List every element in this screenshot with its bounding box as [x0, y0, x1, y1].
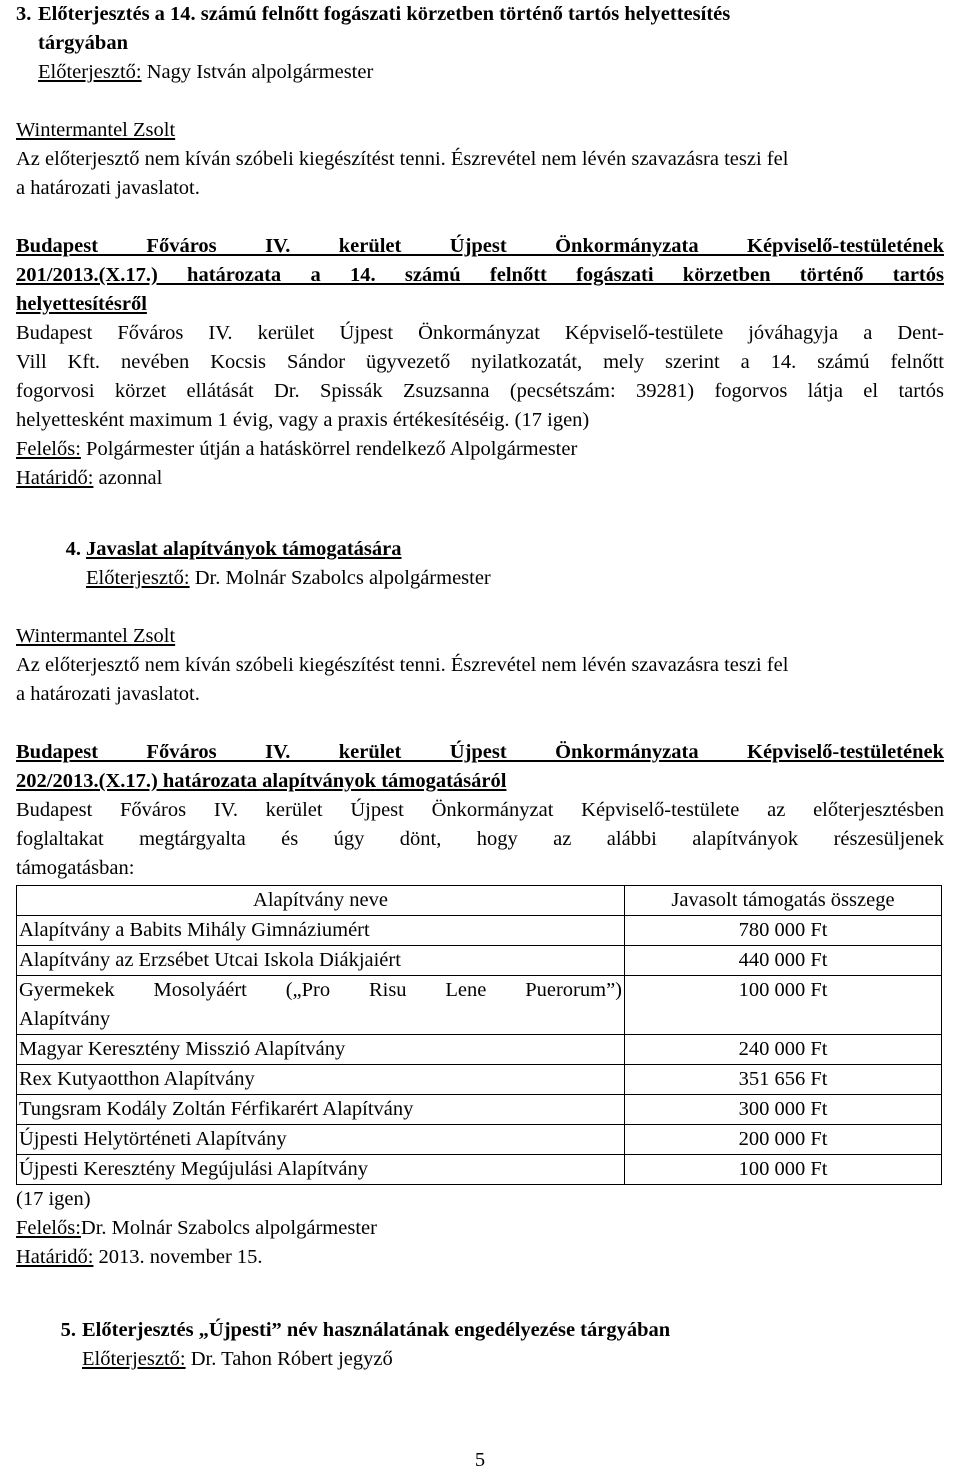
presenter-label: Előterjesztő:: [38, 61, 142, 83]
grant-name: Újpesti Keresztény Megújulási Alapítvány: [17, 1155, 625, 1185]
agenda-item-3: [16, 0, 944, 493]
deadline-line: [16, 1243, 944, 1272]
agenda-item-4: [16, 535, 944, 1272]
statement-text: Az előterjesztő nem kíván szóbeli kiegészítést tenni. Észrevétel nem lévén szavazásra teszi fel: [16, 654, 789, 676]
table-row: [17, 916, 942, 946]
resolution-body: helyettesként maximum 1 évig, vagy a praxis értékesítéséig. (17 igen): [16, 409, 590, 431]
agenda-item-3-title: 3. Előterjesztés a 14. számú felnőtt fogászati körzetben történő tartós helyettesítés tárgyában: [16, 0, 944, 58]
agenda-item-4-title: 4. Javaslat alapítványok támogatására: [16, 535, 944, 564]
table-row: [17, 1095, 942, 1125]
presenter-label: Előterjesztő:: [82, 1348, 186, 1370]
speaker-name: Wintermantel Zsolt: [16, 119, 176, 141]
page-number: 5: [474, 1449, 486, 1471]
resolution-title: Budapest Főváros IV. kerület Újpest Önkormányzata Képviselő-testületének: [16, 235, 944, 257]
grant-amount: 100 000 Ft: [625, 1155, 942, 1185]
presenter-label: Előterjesztő:: [86, 567, 190, 589]
grant-name: Rex Kutyaotthon Alapítvány: [17, 1065, 625, 1095]
resolution-title: helyettesítésről: [16, 293, 147, 315]
statement-text: a határozati javaslatot.: [16, 177, 200, 199]
deadline-value: azonnal: [93, 467, 163, 489]
table-row: [17, 1125, 942, 1155]
vote-result: (17 igen): [16, 1188, 91, 1210]
table-row: [17, 976, 942, 1035]
grant-name: Gyermekek Mosolyáért („Pro Risu Lene Puerorum”) Alapítvány: [17, 976, 625, 1035]
grant-amount: 300 000 Ft: [625, 1095, 942, 1125]
presenter-name: Dr. Tahon Róbert jegyző: [185, 1348, 393, 1370]
grant-amount: 440 000 Ft: [625, 946, 942, 976]
table-row: [17, 1065, 942, 1095]
statement-text: Az előterjesztő nem kíván szóbeli kiegészítést tenni. Észrevétel nem lévén szavazásra teszi fel: [16, 148, 789, 170]
presenter-line: [16, 564, 944, 593]
responsible-value: Polgármester útján a hatáskörrel rendelkező Alpolgármester: [80, 438, 578, 460]
resolution-title: 201/2013.(X.17.) határozata a 14. számú felnőtt fogászati körzetben történő tartós: [16, 264, 944, 286]
table-row: [17, 1155, 942, 1185]
resolution-body: Budapest Főváros IV. kerület Újpest Önkormányzat Képviselő-testülete jóváhagyja a Dent-: [16, 322, 944, 344]
grants-table: [16, 885, 942, 1185]
resolution-body: foglaltakat megtárgyalta és úgy dönt, hogy az alábbi alapítványok részesüljenek: [16, 828, 944, 850]
resolution-body: Vill Kft. nevében Kocsis Sándor ügyvezető nyilatkozatát, mely szerint a 14. számú felnőtt: [16, 351, 944, 373]
speaker-name: Wintermantel Zsolt: [16, 625, 176, 647]
deadline-line: [16, 464, 944, 493]
grant-amount: 240 000 Ft: [625, 1035, 942, 1065]
presenter-line: [16, 1345, 944, 1374]
resolution-body: Budapest Főváros IV. kerület Újpest Önkormányzat Képviselő-testülete az előterjesztésben: [16, 799, 944, 821]
grant-name: Magyar Keresztény Misszió Alapítvány: [17, 1035, 625, 1065]
deadline-value: 2013. november 15.: [93, 1246, 263, 1268]
grant-name: Alapítvány a Babits Mihály Gimnáziumért: [17, 916, 625, 946]
agenda-item-number: 4.: [65, 538, 81, 560]
grant-amount: 100 000 Ft: [625, 976, 942, 1035]
responsible-line: [16, 435, 944, 464]
table-row: [17, 946, 942, 976]
statement-text: a határozati javaslatot.: [16, 683, 200, 705]
deadline-label: Határidő:: [16, 1246, 94, 1268]
grant-amount: 351 656 Ft: [625, 1065, 942, 1095]
responsible-label: Felelős:: [16, 1217, 81, 1239]
resolution-title: 202/2013.(X.17.) határozata alapítványok támogatásáról: [16, 770, 507, 792]
presenter-name: Nagy István alpolgármester: [141, 61, 374, 83]
resolution-title: Budapest Főváros IV. kerület Újpest Önkormányzata Képviselő-testületének: [16, 741, 944, 763]
responsible-line: [16, 1214, 944, 1243]
presenter-name: Dr. Molnár Szabolcs alpolgármester: [189, 567, 491, 589]
resolution-body: támogatásban:: [16, 857, 135, 879]
table-header-row: [17, 886, 942, 916]
agenda-item-number: 5.: [60, 1319, 76, 1341]
agenda-item-5: [16, 1316, 944, 1374]
responsible-value: Dr. Molnár Szabolcs alpolgármester: [80, 1217, 377, 1239]
table-row: [17, 1035, 942, 1065]
grant-amount: 780 000 Ft: [625, 916, 942, 946]
responsible-label: Felelős:: [16, 438, 81, 460]
agenda-item-number: 3.: [16, 3, 32, 25]
table-header-amount: Javasolt támogatás összege: [625, 886, 942, 916]
grant-amount: 200 000 Ft: [625, 1125, 942, 1155]
agenda-item-5-title: 5. Előterjesztés „Újpesti” név használatának engedélyezése tárgyában: [16, 1316, 944, 1345]
grant-name: Alapítvány az Erzsébet Utcai Iskola Diákjaiért: [17, 946, 625, 976]
presenter-line: [16, 58, 944, 87]
deadline-label: Határidő:: [16, 467, 94, 489]
resolution-body: fogorvosi körzet ellátását Dr. Spissák Zsuzsanna (pecsétszám: 39281) fogorvos látja el tartós: [16, 380, 944, 402]
grant-name: Tungsram Kodály Zoltán Férfikarért Alapítvány: [17, 1095, 625, 1125]
table-header-name: Alapítvány neve: [17, 886, 625, 916]
grant-name: Újpesti Helytörténeti Alapítvány: [17, 1125, 625, 1155]
